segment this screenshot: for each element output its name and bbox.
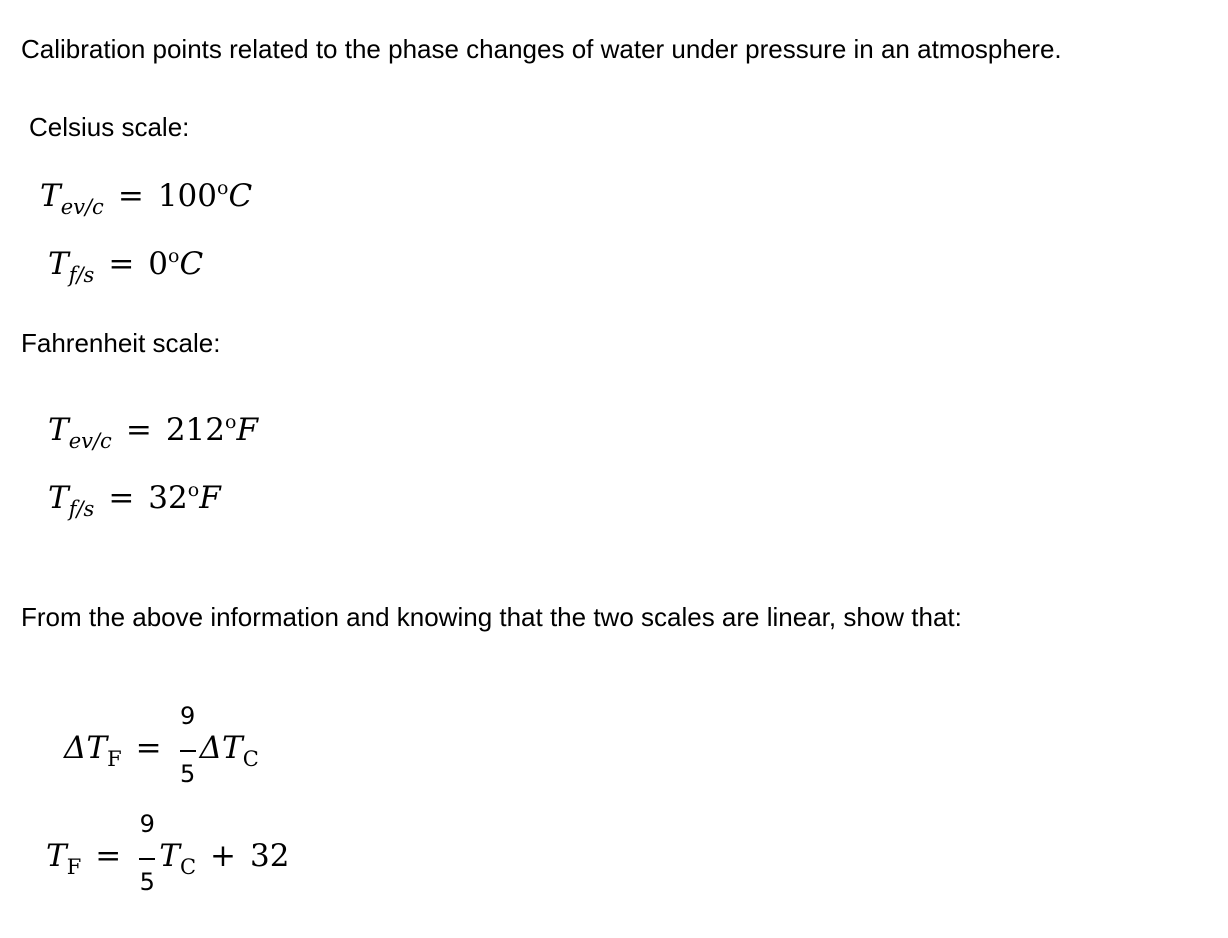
subscript: ev/c xyxy=(60,195,104,219)
subscript: f/s xyxy=(68,497,95,521)
value: 0 xyxy=(148,246,169,282)
nine-fifths-fraction xyxy=(137,809,157,896)
denominator: 5 xyxy=(180,759,196,788)
subscript: ev/c xyxy=(68,429,112,453)
temperature-conversion-formula xyxy=(46,809,290,896)
symbol: T xyxy=(48,246,69,282)
rhs-symbol: ΔT xyxy=(199,730,243,766)
unit: C xyxy=(228,178,253,214)
delta-temperature-relation xyxy=(64,701,259,788)
equals-sign: = xyxy=(117,178,144,214)
value: 100 xyxy=(157,178,217,214)
lhs-subscript: F xyxy=(66,855,82,879)
lhs-subscript: F xyxy=(107,747,122,771)
rhs-subscript: C xyxy=(242,747,259,771)
equals-sign: = xyxy=(95,838,122,874)
rhs-subscript: C xyxy=(179,855,197,879)
equals-sign: = xyxy=(108,246,135,282)
degree-mark: o xyxy=(168,245,180,267)
equals-sign: = xyxy=(108,480,135,516)
symbol: T xyxy=(40,178,61,214)
celsius-freezing-equation xyxy=(48,244,203,288)
numerator: 9 xyxy=(139,809,155,838)
equals-sign: = xyxy=(135,730,162,766)
symbol: T xyxy=(48,480,69,516)
instruction-text: From the above information and knowing that the two scales are linear, show that: xyxy=(21,602,962,632)
degree-mark: o xyxy=(187,479,200,501)
fahrenheit-boiling-equation xyxy=(48,410,258,454)
lhs-symbol: ΔT xyxy=(64,730,108,766)
value: 32 xyxy=(148,480,188,516)
equals-sign: = xyxy=(125,412,152,448)
constant: 32 xyxy=(250,838,290,874)
unit: F xyxy=(199,480,221,516)
fahrenheit-heading: Fahrenheit scale: xyxy=(21,328,221,358)
rhs-symbol: T xyxy=(159,838,180,874)
unit: C xyxy=(179,246,204,282)
celsius-heading: Celsius scale: xyxy=(29,112,190,142)
fahrenheit-freezing-equation xyxy=(48,478,221,522)
degree-mark: o xyxy=(224,411,237,433)
numerator: 9 xyxy=(180,701,196,730)
degree-mark: o xyxy=(216,177,229,199)
plus-sign: + xyxy=(210,838,236,874)
value: 212 xyxy=(165,412,225,448)
fraction-bar xyxy=(180,750,196,752)
celsius-boiling-equation xyxy=(40,176,252,220)
symbol: T xyxy=(48,412,69,448)
denominator: 5 xyxy=(139,867,155,896)
subscript: f/s xyxy=(68,263,95,287)
intro-text: Calibration points related to the phase changes of water under pressure in an atmosphere. xyxy=(21,34,1062,64)
unit: F xyxy=(236,412,258,448)
fraction-bar xyxy=(139,858,155,860)
nine-fifths-fraction xyxy=(178,701,198,788)
lhs-symbol: T xyxy=(46,838,67,874)
